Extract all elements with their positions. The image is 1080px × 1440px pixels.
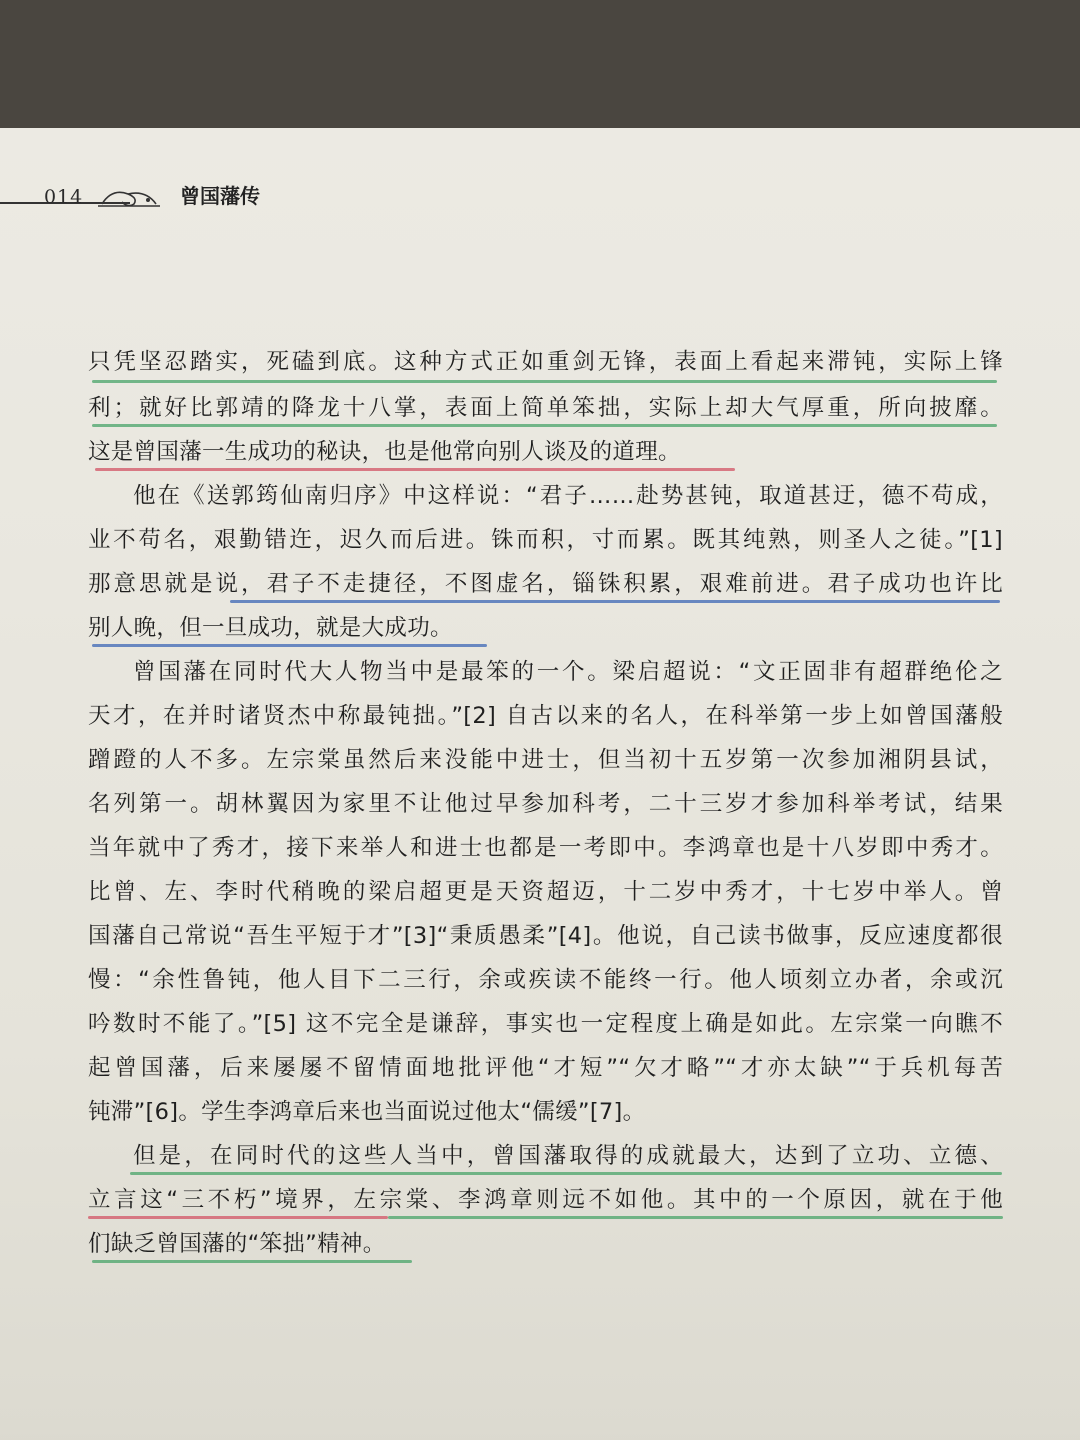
text-line: 天才，在并时诸贤杰中称最钝拙。”[2] 自古以来的名人，在科举第一步上如曾国藩般: [88, 703, 1003, 729]
underline-blue: [230, 600, 1000, 603]
underline-red: [95, 468, 735, 471]
text-line: 当年就中了秀才，接下来举人和进士也都是一考即中。李鸿章也是十八岁即中秀才。: [88, 835, 1003, 861]
page-shadow: [0, 1428, 1080, 1440]
underline-blue: [92, 644, 487, 647]
text-line: 蹭蹬的人不多。左宗棠虽然后来没能中进士，但当初十五岁第一次参加湘阴县试，: [88, 747, 1003, 773]
text-line: 比曾、左、李时代稍晚的梁启超更是天资超迈，十二岁中秀才，十七岁中举人。曾: [88, 879, 1003, 905]
text-line: 曾国藩在同时代大人物当中是最笨的一个。梁启超说：“文正固非有超群绝伦之: [133, 659, 1003, 685]
text-line: 利；就好比郭靖的降龙十八掌，表面上简单笨拙，实际上却大气厚重，所向披靡。: [88, 395, 1003, 421]
text-line: 别人晚，但一旦成功，就是大成功。: [88, 615, 453, 641]
text-line: 国藩自己常说“吾生平短于才”[3]“秉质愚柔”[4]。他说，自己读书做事，反应速度都很: [88, 923, 1003, 949]
text-line: 他在《送郭筠仙南归序》中这样说：“君子……赴势甚钝，取道甚迂，德不苟成，: [133, 483, 1003, 509]
text-line: 名列第一。胡林翼因为家里不让他过早参加科考，二十三岁才参加科举考试，结果: [88, 791, 1003, 817]
text-line: 立言这“三不朽”境界，左宗棠、李鸿章则远不如他。其中的一个原因，就在于他: [88, 1187, 1003, 1213]
page-number: 014: [44, 186, 84, 208]
text-line: 吟数时不能了。”[5] 这不完全是谦辞，事实也一定程度上确是如此。左宗棠一向瞧不: [88, 1011, 1003, 1037]
text-line: 只凭坚忍踏实，死磕到底。这种方式正如重剑无锋，表面上看起来滞钝，实际上锋: [88, 349, 1003, 375]
book-title: 曾国藩传: [180, 184, 260, 208]
text-line: 这是曾国藩一生成功的秘诀，也是他常向别人谈及的道理。: [88, 439, 681, 465]
underline-green: [388, 1216, 1003, 1219]
text-line: 起曾国藩，后来屡屡不留情面地批评他“才短”“欠才略”“才亦太缺”“于兵机每苦: [88, 1055, 1003, 1081]
underline-green: [92, 380, 997, 383]
book-page: [0, 128, 1080, 1440]
text-line: 业不苟名，艰勤错迕，迟久而后进。铢而积，寸而累。既其纯熟，则圣人之徒。”[1]: [88, 527, 1003, 553]
underline-green: [130, 1172, 1002, 1175]
text-line: 慢：“余性鲁钝，他人目下二三行，余或疾读不能终一行。他人顷刻立办者，余或沉: [88, 967, 1003, 993]
underline-green: [92, 424, 997, 427]
ornament-icon: [98, 184, 162, 214]
text-line: 但是，在同时代的这些人当中，曾国藩取得的成就最大，达到了立功、立德、: [133, 1143, 1003, 1169]
underline-green: [92, 1260, 412, 1263]
text-line: 钝滞”[6]。学生李鸿章后来也当面说过他太“儒缓”[7]。: [88, 1099, 646, 1125]
underline-red: [88, 1216, 388, 1219]
text-line: 那意思就是说，君子不走捷径，不图虚名，锱铢积累，艰难前进。君子成功也许比: [88, 571, 1003, 597]
text-line: 们缺乏曾国藩的“笨拙”精神。: [88, 1231, 386, 1257]
